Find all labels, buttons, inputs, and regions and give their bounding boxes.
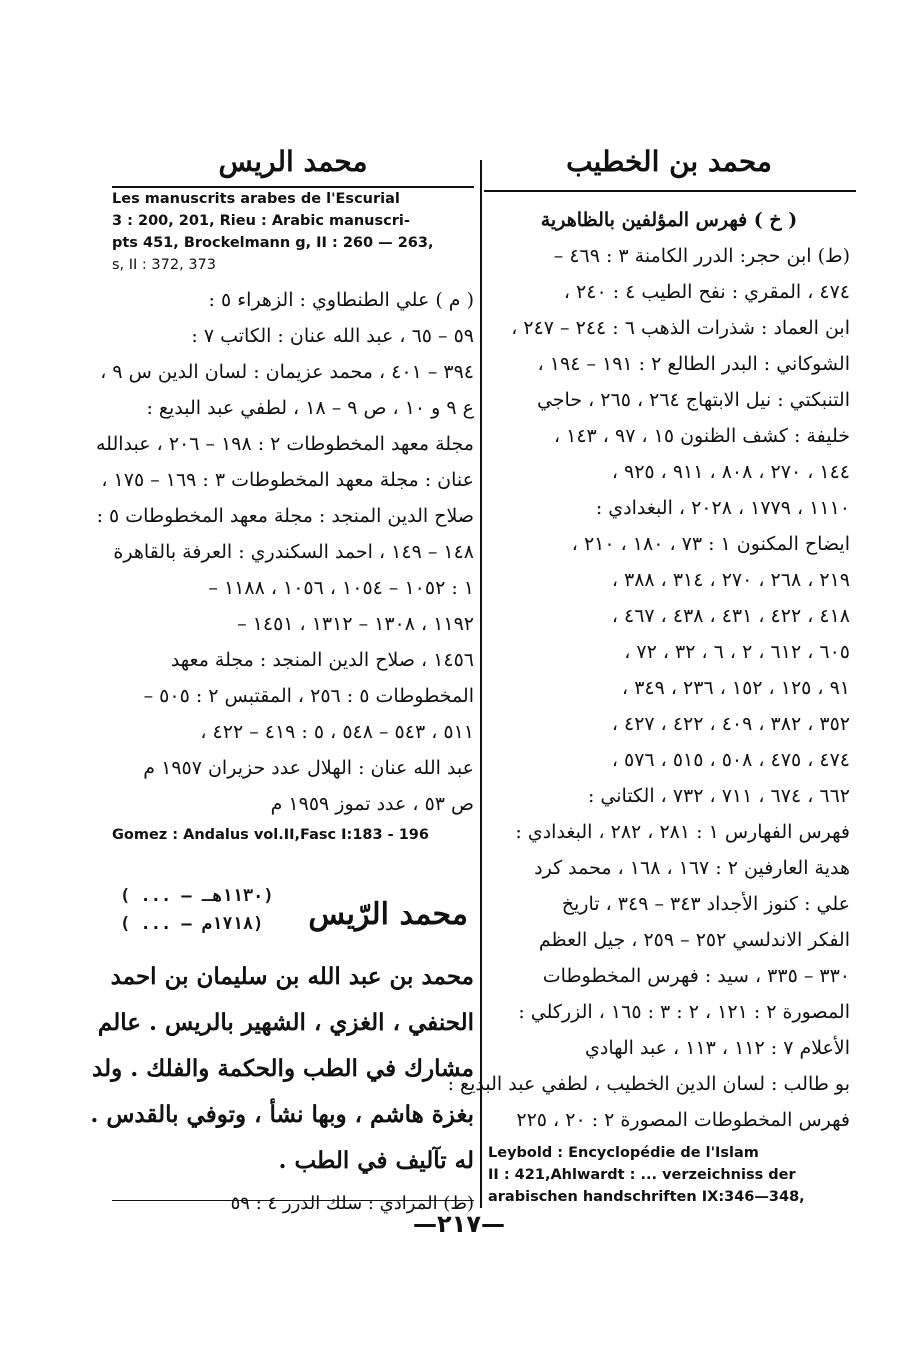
bio-line: مشارك في الطب والحكمة والفلك . ولد	[92, 1055, 474, 1082]
right-column-header: محمد بن الخطيب	[566, 145, 772, 178]
text-line: ٢١٩ ، ٢٦٨ ، ٢٧٠ ، ٣١٤ ، ٣٨٨ ،	[611, 569, 850, 591]
latin-line: Gomez : Andalus vol.II,Fasc I:183 - 196	[112, 827, 429, 843]
left-bottom-rule	[112, 1200, 474, 1201]
entry-heading	[112, 882, 474, 954]
text-line: خليفة : كشف الظنون ١٥ ، ٩٧ ، ١٤٣ ،	[553, 425, 850, 447]
text-line: الشوكاني : البدر الطالع ٢ : ١٩١ – ١٩٤ ،	[537, 353, 850, 375]
entry-name: محمد الرّيس	[308, 897, 468, 932]
right-column-latin-refs	[488, 1142, 850, 1208]
text-line: ١ : ١٠٥٢ – ١٠٥٤ ، ١٠٥٦ ، ١١٨٨ –	[208, 577, 474, 599]
text-line: ٩١ ، ١٢٥ ، ١٥٢ ، ٢٣٦ ، ٣٤٩ ،	[622, 677, 850, 699]
text-line: (ط) المرادي : سلك الدرر ٤ : ٥٩	[230, 1193, 474, 1214]
text-line: ٤٧٤ ، ٤٧٥ ، ٥٠٨ ، ٥١٥ ، ٥٧٦ ،	[611, 749, 850, 771]
left-column	[90, 140, 474, 1222]
text-line: بو طالب : لسان الدين الخطيب ، لطفي عبد البديع :	[447, 1073, 850, 1095]
text-line: ٣٥٢ ، ٣٨٢ ، ٤٠٩ ، ٤٢٢ ، ٤٢٧ ،	[611, 713, 850, 735]
text-line: ٣٣٠ – ٣٣٥ ، سيد : فهرس المخطوطات	[542, 965, 850, 987]
latin-line: Leybold : Encyclopédie de l'Islam	[488, 1145, 759, 1161]
text-line: التنبكتي : نيل الابتهاج ٢٦٤ ، ٢٦٥ ، حاجي	[536, 389, 850, 411]
right-column-body	[447, 202, 850, 1138]
text-line: ٤٧٤ ، المقري : نفح الطيب ٤ : ٢٤٠ ،	[563, 281, 850, 303]
text-line: ١٤٤ ، ٢٧٠ ، ٨٠٨ ، ٩١١ ، ٩٢٥ ،	[611, 461, 850, 483]
text-line: ٦٦٢ ، ٦٧٤ ، ٧١١ ، ٧٣٢ ، الكتاني :	[587, 785, 850, 807]
text-line: ٥٩ – ٦٥ ، عبد الله عنان : الكاتب ٧ :	[191, 325, 474, 347]
right-column	[447, 140, 850, 1208]
latin-line: s, II : 372, 373	[112, 257, 216, 273]
text-line: ع ٩ و ١٠ ، ص ٩ – ١٨ ، لطفي عبد البديع :	[146, 397, 474, 419]
text-line: ( م ) علي الطنطاوي : الزهراء ٥ :	[208, 289, 474, 311]
latin-line: 3 : 200, 201, Rieu : Arabic manuscri-	[112, 213, 410, 229]
text-line: ٦٠٥ ، ٦١٢ ، ٢ ، ٦ ، ٣٢ ، ٧٢ ،	[624, 641, 850, 663]
text-line: (ط) ابن حجر: الدرر الكامنة ٣ : ٤٦٩ –	[553, 245, 850, 267]
text-line: ( خ ) فهرس المؤلفين بالظاهرية	[540, 209, 798, 231]
bio-line: الحنفي ، الغزي ، الشهير بالريس . عالم	[97, 1009, 474, 1036]
text-line: ١١٩٢ ، ١٣٠٨ – ١٣١٢ ، ١٤٥١ –	[237, 613, 474, 635]
text-line: صلاح الدين المنجد : مجلة معهد المخطوطات ٥ :	[96, 505, 474, 527]
bio-line: بغزة هاشم ، وبها نشأ ، وتوفي بالقدس .	[90, 1101, 474, 1128]
left-column-latin-ref-2	[112, 824, 474, 846]
latin-line: pts 451, Brockelmann g, II : 260 — 263,	[112, 235, 434, 251]
text-line: الفكر الاندلسي ٢٥٢ – ٢٥٩ ، جيل العظم	[538, 929, 850, 951]
text-line: ايضاح المكنون ١ : ٧٣ ، ١٨٠ ، ٢١٠ ،	[571, 533, 850, 555]
text-line: ٤١٨ ، ٤٢٢ ، ٤٣١ ، ٤٣٨ ، ٤٦٧ ،	[611, 605, 850, 627]
bio-line: له تآليف في الطب .	[278, 1147, 474, 1174]
latin-line: Les manuscrits arabes de l'Escurial	[112, 191, 400, 207]
text-line: ٣٩٤ – ٤٠١ ، محمد عزيمان : لسان الدين س ٩ ،	[100, 361, 474, 383]
bio-line: محمد بن عبد الله بن سليمان بن احمد	[110, 963, 474, 990]
left-column-header: محمد الريس	[218, 145, 368, 178]
column-divider	[480, 160, 482, 1208]
text-line: ص ٥٣ ، عدد تموز ١٩٥٩ م	[270, 793, 474, 815]
text-line: ٥١١ ، ٥٤٣ – ٥٤٨ ، ٥ : ٤١٩ – ٤٢٢ ،	[200, 721, 474, 743]
entry-dates	[120, 882, 274, 938]
text-line: عنان : مجلة معهد المخطوطات ٣ : ١٦٩ – ١٧٥ ،	[101, 469, 474, 491]
latin-line: arabischen handschriften IX:346—348,	[488, 1189, 805, 1205]
text-line: المخطوطات ٥ : ٢٥٦ ، المقتبس ٢ : ٥٠٥ –	[143, 685, 474, 707]
text-line: الأعلام ٧ : ١١٢ ، ١١٣ ، عبد الهادي	[584, 1037, 850, 1059]
entry-date-gregorian: ( ... — ١٧١٨م)	[120, 914, 264, 934]
text-line: فهرس الفهارس ١ : ٢٨١ ، ٢٨٢ ، البغدادي :	[515, 821, 850, 843]
text-line: ١١١٠ ، ١٧٧٩ ، ٢٠٢٨ ، البغدادي :	[595, 497, 850, 519]
text-line: فهرس المخطوطات المصورة ٢ : ٢٠ ، ٢٢٥	[516, 1109, 850, 1131]
latin-line: II : 421,Ahlwardt : ... verzeichniss der	[488, 1167, 796, 1183]
text-line: ابن العماد : شذرات الذهب ٦ : ٢٤٤ – ٢٤٧ ،	[511, 317, 850, 339]
left-header-rule	[112, 186, 474, 188]
text-line: مجلة معهد المخطوطات ٢ : ١٩٨ – ٢٠٦ ، عبدالله	[96, 433, 474, 455]
text-line: المصورة ٢ : ١٢١ ، ٢ : ٣ : ١٦٥ ، الزركلي :	[518, 1001, 850, 1023]
text-line: عبد الله عنان : الهلال عدد حزيران ١٩٥٧ م	[143, 757, 474, 779]
right-header-rule	[484, 190, 856, 192]
left-column-latin-refs	[112, 188, 474, 276]
entry-biography	[90, 954, 474, 1184]
page-number: —٢١٧—	[413, 1210, 505, 1238]
entry-date-hijri: ( ... — ١١٣٠هـ)	[120, 886, 274, 906]
text-line: ١٤٨ – ١٤٩ ، احمد السكندري : العرفة بالقاهرة	[113, 541, 474, 563]
text-line: علي : كنوز الأجداد ٣٤٣ – ٣٤٩ ، تاريخ	[561, 893, 850, 915]
text-line: هدية العارفين ٢ : ١٦٧ ، ١٦٨ ، محمد كرد	[534, 857, 850, 879]
text-line: ١٤٥٦ ، صلاح الدين المنجد : مجلة معهد	[170, 649, 474, 671]
left-column-body	[96, 282, 474, 822]
